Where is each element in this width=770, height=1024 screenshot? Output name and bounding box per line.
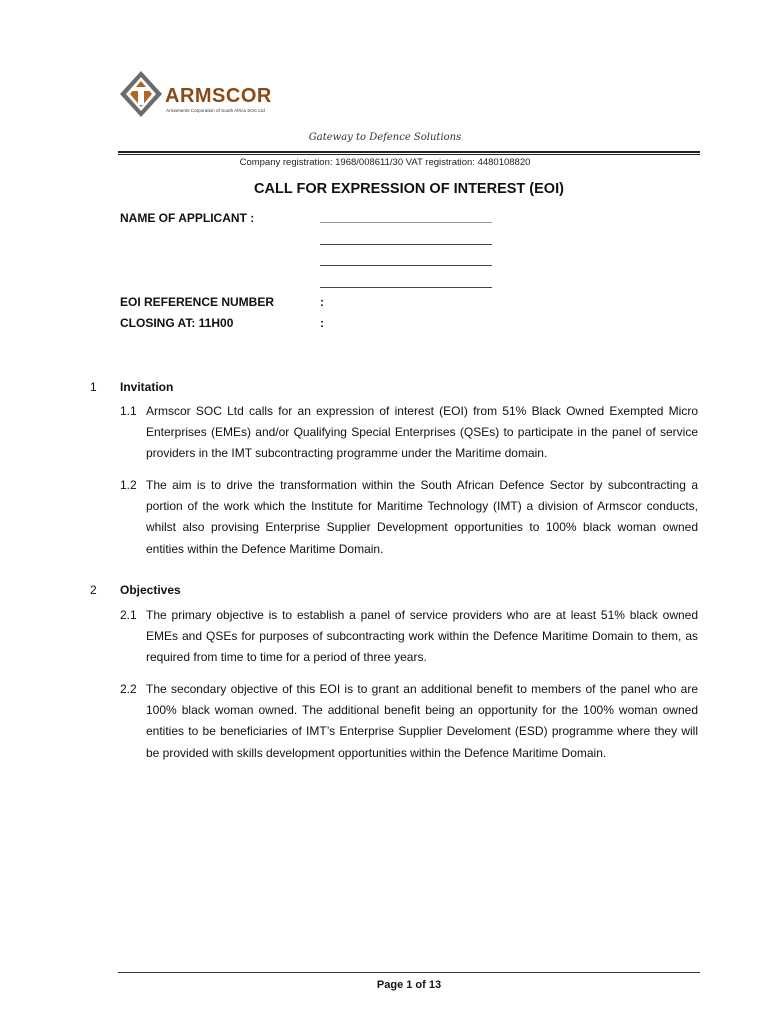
reference-colon: : (320, 295, 324, 309)
header-rule-thin (118, 154, 700, 155)
applicant-name-line-2[interactable] (320, 244, 492, 245)
logo-wordmark: ARMSCOR (165, 85, 272, 107)
header-rule (118, 151, 700, 153)
paragraph-number: 2.1 (120, 608, 137, 622)
paragraph-text: Armscor SOC Ltd calls for an expression of interest (EOI) from 51% Black Owned Exempted Micro Enterprises (EMEs) and/or Qualifying Special Enterprises (QSEs) to participate in the panel of service providers in the IMT subcontracting programme under the Maritime domain. (146, 404, 698, 461)
footer-rule (118, 972, 700, 973)
applicant-name-line-4[interactable] (320, 287, 492, 288)
paragraph-number: 1.2 (120, 478, 137, 492)
document-title: CALL FOR EXPRESSION OF INTEREST (EOI) (254, 181, 564, 197)
paragraph-number: 2.2 (120, 682, 137, 696)
registration-line: Company registration: 1968/008611/30 VAT registration: 4480108820 (239, 157, 531, 168)
armscor-emblem-icon (119, 70, 163, 120)
closing-colon: : (320, 316, 324, 330)
section-title-invitation: Invitation (120, 380, 174, 394)
section-number: 2 (90, 583, 97, 597)
logo-subtitle: Armaments Corporation of South Africa SOC Ltd (166, 108, 265, 113)
applicant-name-line-3[interactable] (320, 265, 492, 266)
paragraph-1-2 (120, 475, 698, 560)
closing-label: CLOSING AT: 11H00 (120, 316, 234, 330)
paragraph-1-1 (120, 401, 698, 465)
section-title-objectives: Objectives (120, 583, 181, 597)
armscor-logo (119, 68, 272, 122)
section-number: 1 (90, 380, 97, 394)
paragraph-text: The primary objective is to establish a panel of service providers who are at least 51% black owned EMEs and QSEs for purposes of subcontracting work within the Defence Maritime Domain to them, as required from time to time for a period of three years. (146, 608, 698, 665)
applicant-name-line-1[interactable] (320, 222, 492, 223)
paragraph-number: 1.1 (120, 404, 137, 418)
applicant-label: NAME OF APPLICANT : (120, 211, 255, 225)
reference-label: EOI REFERENCE NUMBER (120, 295, 275, 309)
paragraph-2-2 (120, 679, 698, 764)
paragraph-2-1 (120, 605, 698, 669)
paragraph-text: The secondary objective of this EOI is to grant an additional benefit to members of the panel who are 100% black woman owned. The additional benefit being an opportunity for the 100% woman owned entities to be beneficiaries of IMT’s Enterprise Supplier Develoment (ESD) programme where they will be provided with skills development opportunities within the Defence Maritime Domain. (146, 682, 698, 760)
paragraph-text: The aim is to drive the transformation within the South African Defence Sector by subcontracting a portion of the work which the Institute for Maritime Technology (IMT) a division of Armscor conducts, whilst also provising Enterprise Supplier Development opportunities to 100% black woman owned entities within the Defence Maritime Domain. (146, 478, 698, 556)
tagline: Gateway to Defence Solutions (308, 132, 462, 143)
page-number: Page 1 of 13 (376, 979, 442, 991)
